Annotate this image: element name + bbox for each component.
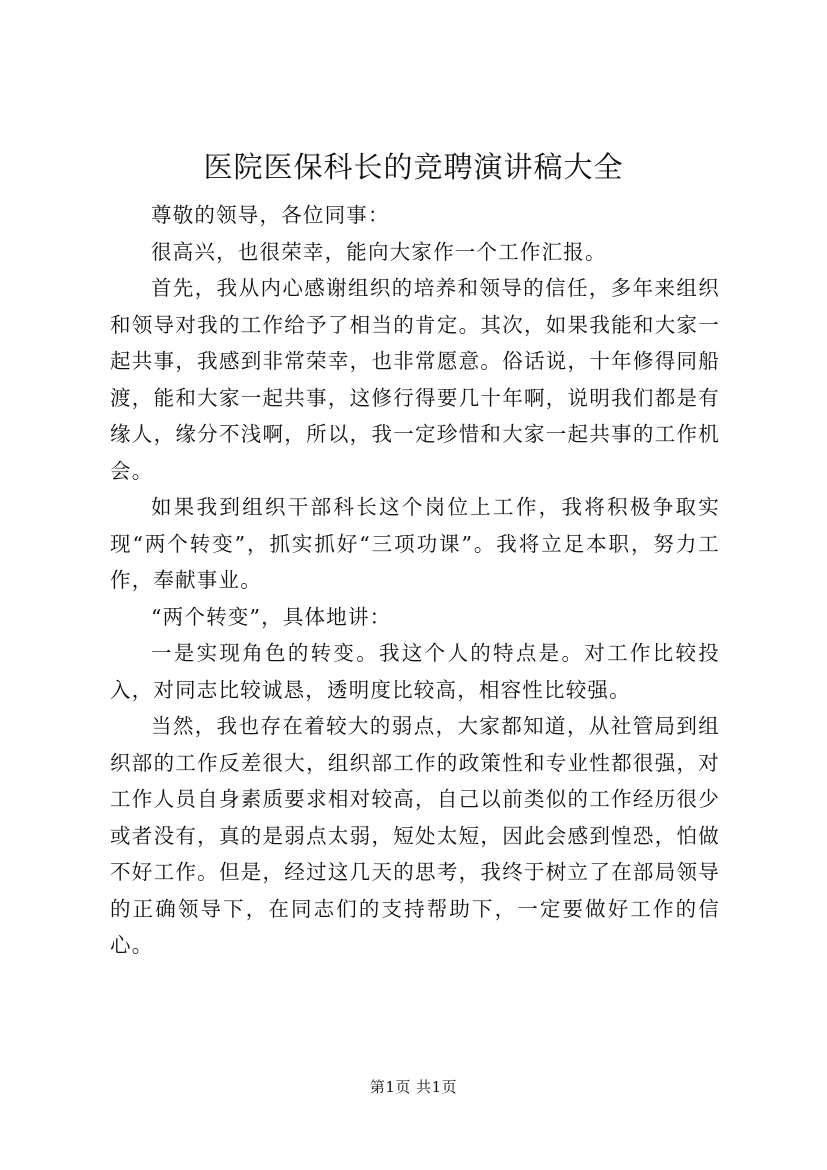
paragraph-two-changes: “两个转变”，具体地讲： xyxy=(151,604,392,629)
paragraph-weakness: 当然，我也存在着较大的弱点，大家都知道，从社管局到组织部的工作反差很大，组织部工作的政策性和专业性都很强，对工作人员自身素质要求相对较高，自己以前类似的工作经历很少或者没有，真的是弱点太弱，短处太短，因此会感到惶恐，怕做不好工作。但是，经过这几天的思考，我终于树立了在部局领导的正确领导下，在同志们的支持帮助下，一定要做好工作的信心。 xyxy=(110,714,720,957)
paragraph-plan: 如果我到组织干部科长这个岗位上工作，我将积极争取实现“两个转变”，抓实抓好“三项功课”。我将立足本职，努力工作，奉献事业。 xyxy=(110,495,720,592)
document-title: 医院医保科长的竞聘演讲稿大全 xyxy=(203,150,624,184)
paragraph-gratitude: 首先，我从内心感谢组织的培养和领导的信任，多年来组织和领导对我的工作给予了相当的肯定。其次，如果我能和大家一起共事，我感到非常荣幸，也非常愿意。俗话说，十年修得同船渡，能和大家一起共事，这修行得要几十年啊，说明我们都是有缘人，缘分不浅啊，所以，我一定珍惜和大家一起共事的工作机会。 xyxy=(110,276,720,483)
document-body xyxy=(110,197,720,964)
paragraph-opening: 很高兴，也很荣幸，能向大家作一个工作汇报。 xyxy=(151,239,607,264)
paragraph-role-change: 一是实现角色的转变。我这个人的特点是。对工作比较投入，对同志比较诚恳，透明度比较高，相容性比较强。 xyxy=(110,641,720,702)
page-footer: 第1页 共1页 xyxy=(369,1078,458,1096)
paragraph-salutation: 尊敬的领导，各位同事： xyxy=(151,203,390,227)
